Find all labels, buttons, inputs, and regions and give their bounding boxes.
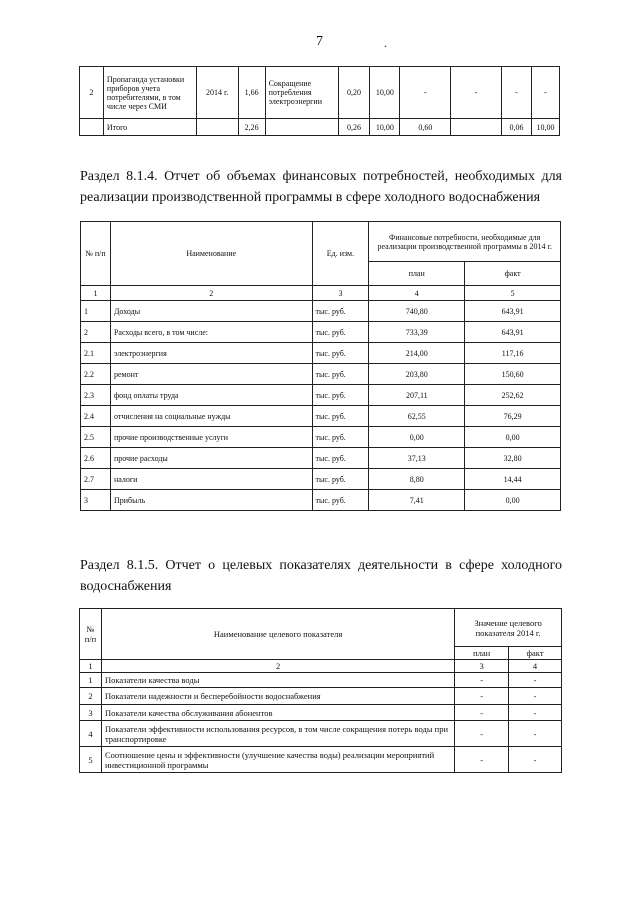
cell-v3: 10,00 [370,119,400,136]
header-row [80,609,562,647]
table-row [81,385,561,406]
cell-name: налоги [110,469,312,490]
page-mark: . [384,36,387,50]
cell-v5: - [451,67,502,119]
cell-fact: 76,29 [465,406,561,427]
cell-v6: - [502,67,532,119]
cell-v4: 0,60 [400,119,451,136]
cell-name: Итого [103,119,196,136]
cell-unit: тыс. руб. [312,322,369,343]
index-cell: 5 [465,286,561,301]
header-unit: Ед. изм. [312,222,369,286]
table-row [80,705,562,721]
cell-name: электроэнергия [110,343,312,364]
page-number: 7 [316,34,323,49]
header-num: № п/п [81,222,111,286]
cell-plan: - [455,688,509,705]
index-cell: 4 [369,286,465,301]
table-row [81,427,561,448]
table-row [81,343,561,364]
cell-plan: 207,11 [369,385,465,406]
cell-effect [265,119,338,136]
cell-num: 5 [80,747,102,773]
cell-fact: 14,44 [465,469,561,490]
cell-num [80,119,104,136]
cell-v7: 10,00 [531,119,559,136]
table-row [81,322,561,343]
cell-plan: 62,55 [369,406,465,427]
cell-num: 2.1 [81,343,111,364]
header-name: Наименование целевого показателя [101,609,454,660]
cell-name: Показатели качества воды [101,673,454,688]
cell-num: 2 [80,688,102,705]
cell-unit: тыс. руб. [312,301,369,322]
cell-v1: 2,26 [238,119,265,136]
table-row [80,67,560,119]
cell-num: 2.4 [81,406,111,427]
cell-fact: 643,91 [465,301,561,322]
index-cell: 3 [455,660,509,673]
cell-name: прочие производственные услуги [110,427,312,448]
cell-fact: 0,00 [465,427,561,448]
cell-plan: - [455,747,509,773]
table-row [80,688,562,705]
index-row [80,660,562,673]
cell-name: отчисления на социальные нужды [110,406,312,427]
cell-fact: 117,16 [465,343,561,364]
cell-unit: тыс. руб. [312,469,369,490]
cell-v2: 0,26 [338,119,370,136]
cell-num: 2.7 [81,469,111,490]
cell-plan: 214,00 [369,343,465,364]
cell-fact: 32,80 [465,448,561,469]
cell-unit: тыс. руб. [312,364,369,385]
cell-num: 4 [80,721,102,747]
index-cell: 1 [80,660,102,673]
investment-table [79,66,560,136]
table-row [80,721,562,747]
cell-plan: 7,41 [369,490,465,511]
header-name: Наименование [110,222,312,286]
cell-num: 1 [80,673,102,688]
index-cell: 2 [110,286,312,301]
index-cell: 1 [81,286,111,301]
cell-plan: 0,00 [369,427,465,448]
cell-name: Расходы всего, в том числе: [110,322,312,343]
cell-num: 2.2 [81,364,111,385]
cell-year [196,119,238,136]
cell-unit: тыс. руб. [312,490,369,511]
cell-v7: - [531,67,559,119]
table-row [80,747,562,773]
cell-v1: 1,66 [238,67,265,119]
header-fact: факт [465,262,561,286]
cell-name: Прибыль [110,490,312,511]
cell-num: 2 [81,322,111,343]
cell-v3: 10,00 [370,67,400,119]
cell-num: 1 [81,301,111,322]
cell-name: Показатели качества обслуживания абонентов [101,705,454,721]
cell-num: 2.5 [81,427,111,448]
cell-num: 2.3 [81,385,111,406]
header-num: № п/п [80,609,102,660]
cell-plan: 740,80 [369,301,465,322]
table-row [81,448,561,469]
cell-name: Пропаганда установки приборов учета потребителями, в том числе через СМИ [103,67,196,119]
table-row [81,490,561,511]
index-row [81,286,561,301]
cell-name: прочие расходы [110,448,312,469]
cell-plan: - [455,705,509,721]
cell-fact: 252,62 [465,385,561,406]
index-cell: 4 [509,660,562,673]
cell-v4: - [400,67,451,119]
cell-fact: - [509,673,562,688]
cell-name: Доходы [110,301,312,322]
cell-plan: - [455,673,509,688]
cell-name: ремонт [110,364,312,385]
index-cell: 3 [312,286,369,301]
section-815-title: Раздел 8.1.5. Отчет о целевых показателях деятельности в сфере холодного водоснабжения [80,558,562,594]
cell-name: Показатели надежности и бесперебойности водоснабжения [101,688,454,705]
header-value: Значение целевого показателя 2014 г. [455,609,562,647]
table-row [81,406,561,427]
cell-fact: 150,60 [465,364,561,385]
cell-v6: 0,06 [502,119,532,136]
header-plan: план [455,647,509,660]
cell-num: 2.6 [81,448,111,469]
section-814-title: Раздел 8.1.4. Отчет об объемах финансовых потребностей, необходимых для реализации производственной программы в сфере холодного водоснабжения [80,169,562,205]
cell-name: Показатели эффективности использования ресурсов, в том числе сокращения потерь воды при транспортировке [101,721,454,747]
cell-v5 [451,119,502,136]
table-row [80,119,560,136]
header-fact: факт [509,647,562,660]
cell-fact: - [509,747,562,773]
cell-fact: 643,91 [465,322,561,343]
header-plan: план [369,262,465,286]
header-row [81,222,561,262]
cell-unit: тыс. руб. [312,448,369,469]
cell-plan: - [455,721,509,747]
cell-unit: тыс. руб. [312,427,369,448]
cell-fact: - [509,721,562,747]
cell-effect: Сокращение потребления электроэнергии [265,67,338,119]
cell-num: 3 [81,490,111,511]
target-indicators-table [79,608,562,773]
header-fin: Финансовые потребности, необходимые для реализации производственной программы в 2014 г. [369,222,561,262]
cell-fact: - [509,688,562,705]
table-row [81,469,561,490]
cell-plan: 733,39 [369,322,465,343]
cell-year: 2014 г. [196,67,238,119]
cell-unit: тыс. руб. [312,406,369,427]
cell-unit: тыс. руб. [312,385,369,406]
cell-fact: - [509,705,562,721]
cell-unit: тыс. руб. [312,343,369,364]
cell-fact: 0,00 [465,490,561,511]
cell-name: фонд оплаты труда [110,385,312,406]
cell-num: 3 [80,705,102,721]
cell-plan: 203,80 [369,364,465,385]
index-cell: 2 [101,660,454,673]
cell-num: 2 [80,67,104,119]
cell-v2: 0,20 [338,67,370,119]
financial-needs-table [80,221,561,511]
table-row [81,301,561,322]
table-row [80,673,562,688]
cell-name: Соотношение цены и эффективности (улучшение качества воды) реализации мероприятий инвестиционной программы [101,747,454,773]
table-row [81,364,561,385]
cell-plan: 37,13 [369,448,465,469]
cell-plan: 8,80 [369,469,465,490]
